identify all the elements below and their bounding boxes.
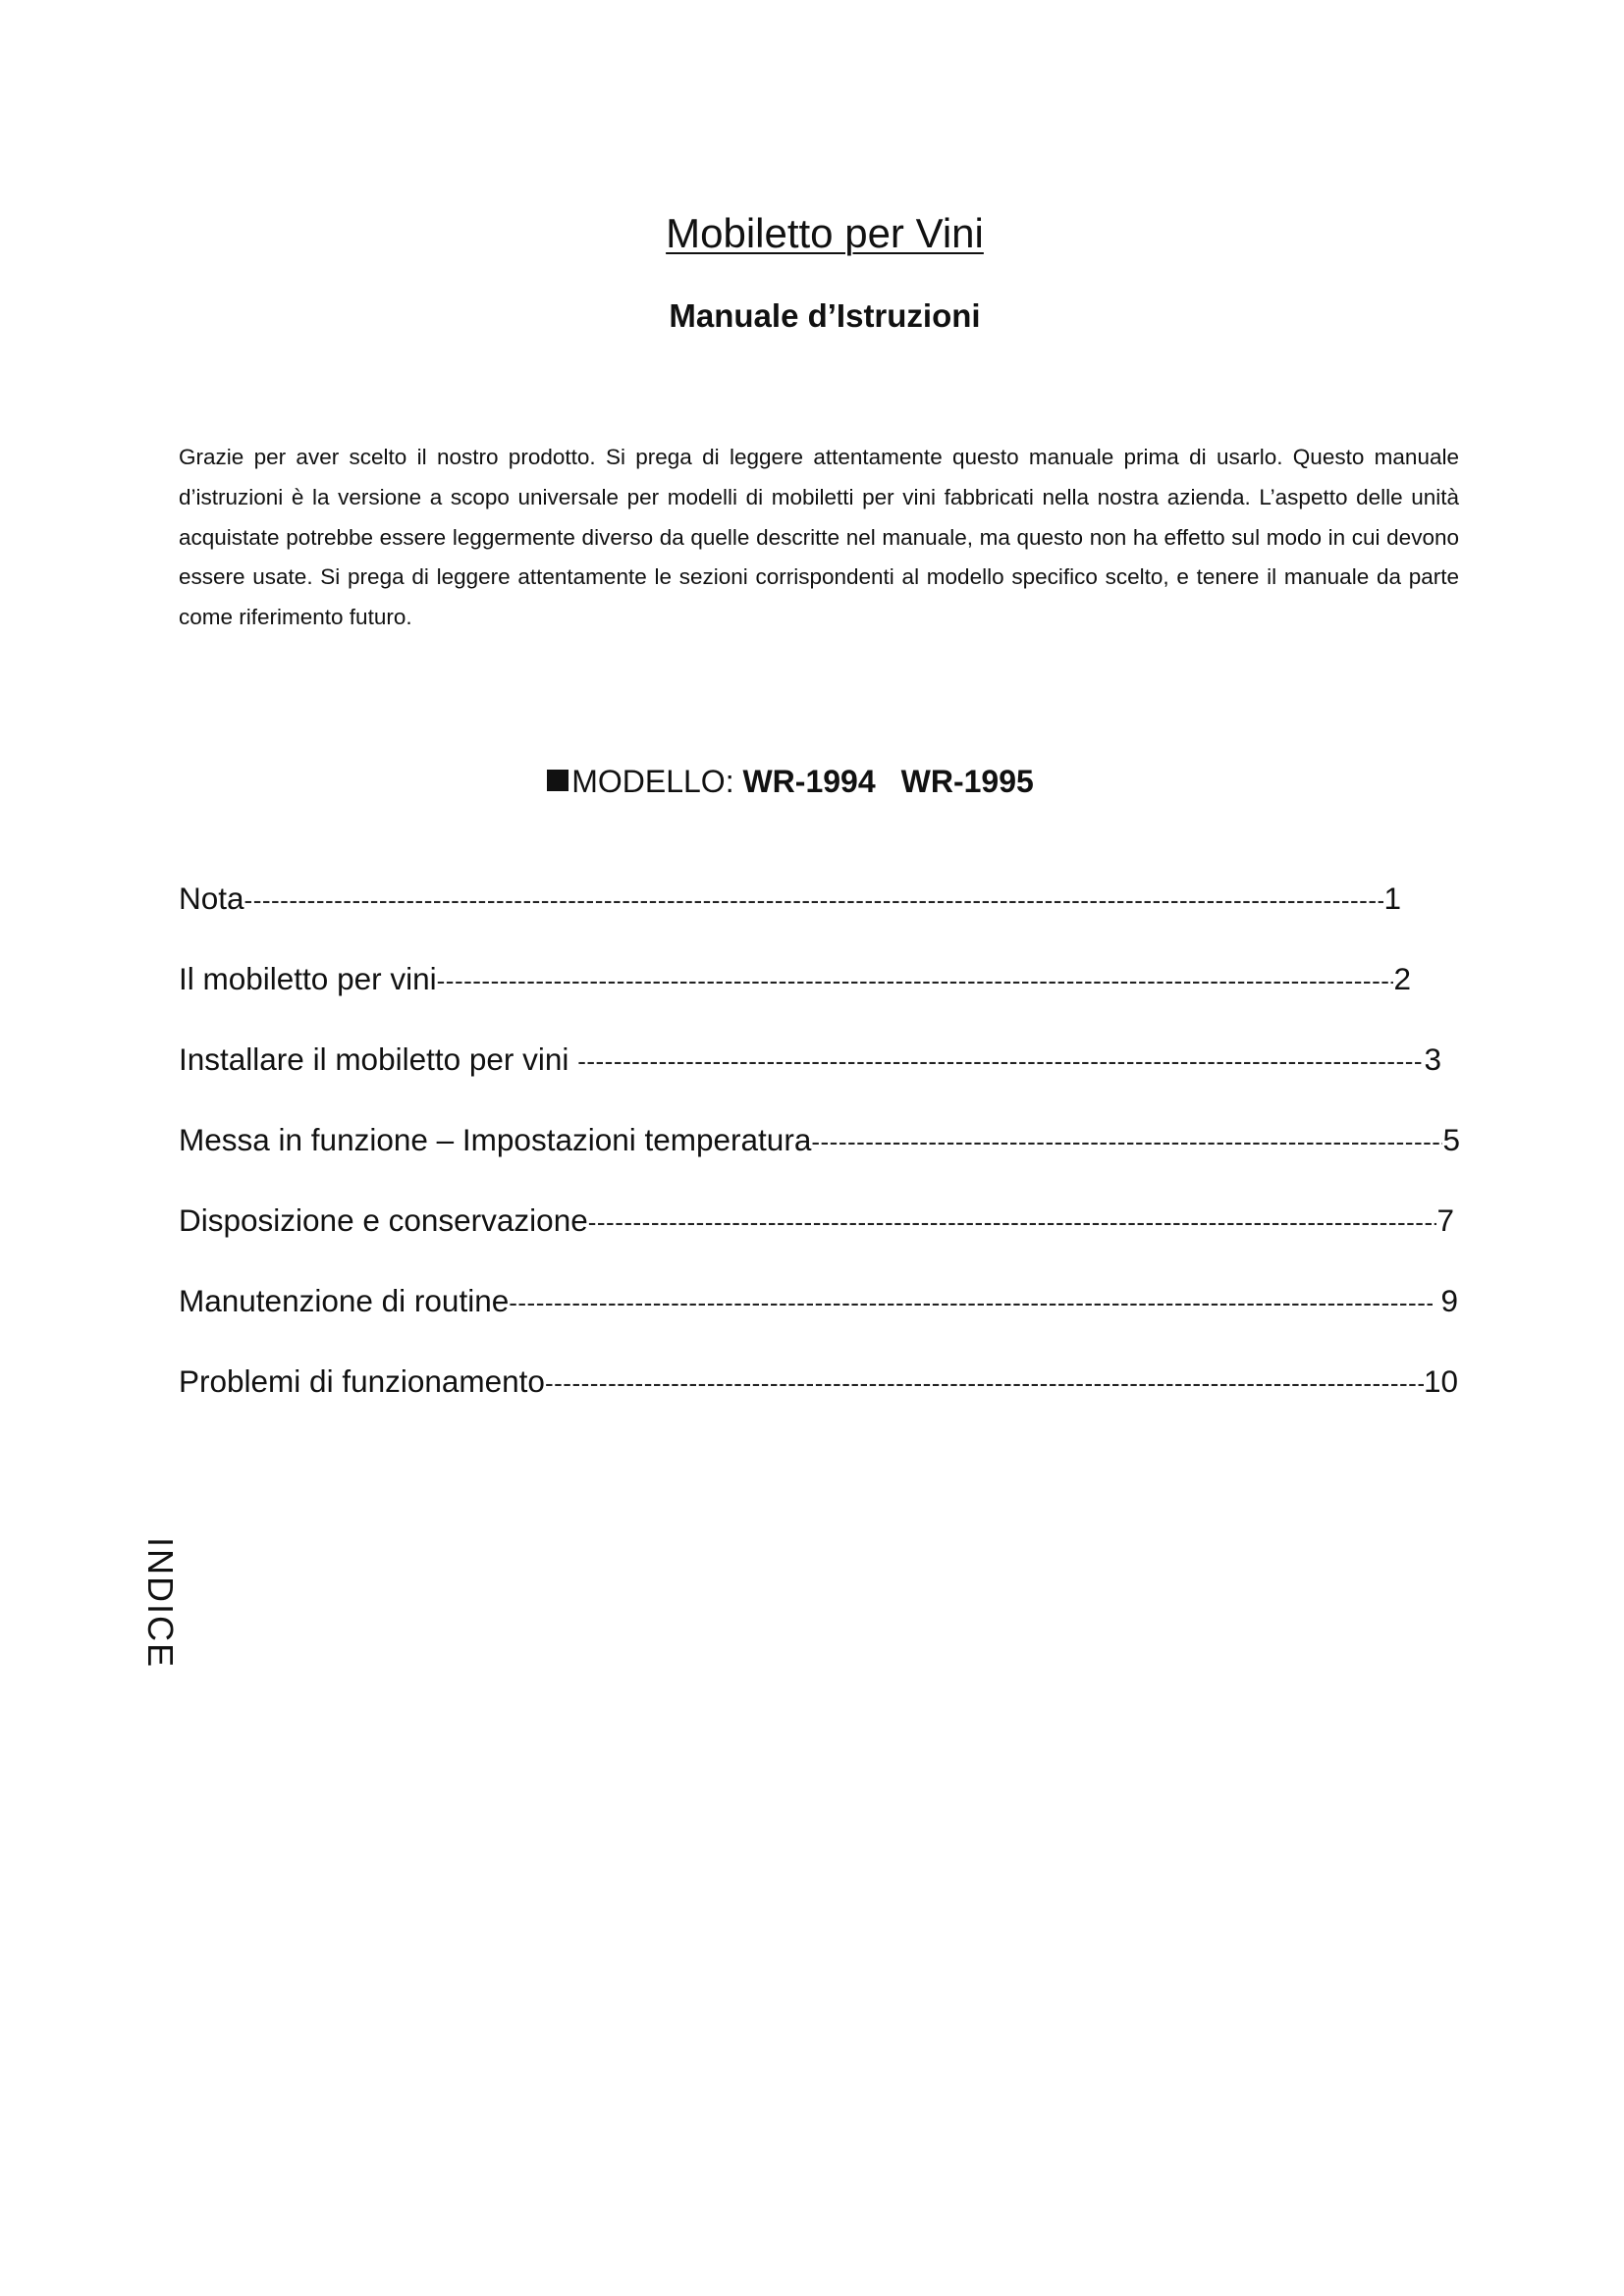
toc-entry-label: Manutenzione di routine (179, 1283, 510, 1318)
toc-dot-leader (244, 885, 1384, 916)
toc-entry-page: 5 (1442, 1122, 1460, 1157)
table-of-contents (179, 881, 1475, 1444)
toc-entry-label: Installare il mobiletto per vini (179, 1041, 578, 1077)
toc-entry (179, 1363, 1458, 1444)
toc-entry-page: 1 (1383, 881, 1401, 916)
toc-entry-page: 2 (1393, 961, 1411, 996)
toc-entry-label: Nota (179, 881, 244, 916)
document-subtitle: Manuale d’Istruzioni (669, 297, 981, 334)
toc-dot-leader (577, 1046, 1424, 1077)
toc-entry-page: 7 (1436, 1202, 1454, 1238)
toc-entry-label: Il mobiletto per vini (179, 961, 437, 996)
toc-entry-label: Problemi di funzionamento (179, 1363, 545, 1399)
toc-entry-label: Messa in funzione – Impostazioni temperatura (179, 1122, 812, 1157)
toc-dot-leader (811, 1127, 1442, 1157)
black-square-icon (547, 770, 568, 791)
toc-entry (179, 1041, 1441, 1122)
toc-dot-leader (588, 1207, 1437, 1238)
toc-entry-page: 3 (1424, 1041, 1441, 1077)
toc-entry (179, 881, 1401, 961)
toc-entry-page: 10 (1423, 1363, 1458, 1399)
intro-paragraph: Grazie per aver scelto il nostro prodotto. Si prega di leggere attentamente questo manuale prima di usarlo. Questo manuale d’istruzioni è la versione a scopo universale per modelli di mobiletti per vini fabbricati nella nostra azienda. L’aspetto delle unità acquistate potrebbe essere leggermente diverso da quelle descritte nel manuale, ma questo non ha effetto sul modo in cui devono essere usate. Si prega di leggere attentamente le sezioni corrispondenti al modello specifico scelto, e tenere il manuale da parte come riferimento futuro. (179, 445, 1459, 630)
toc-dot-leader (545, 1368, 1424, 1399)
model-number: WR-1994 (742, 764, 876, 799)
document-title: Mobiletto per Vini (666, 210, 984, 256)
toc-dot-leader (509, 1288, 1432, 1318)
toc-entry (179, 1122, 1460, 1202)
toc-entry (179, 1202, 1454, 1283)
toc-entry (179, 1283, 1458, 1363)
toc-dot-leader (437, 966, 1394, 996)
toc-entry-page: 9 (1432, 1283, 1458, 1318)
side-section-label: INDICE (140, 1537, 181, 1670)
toc-entry (179, 961, 1411, 1041)
toc-entry-label: Disposizione e conservazione (179, 1202, 588, 1238)
model-number: WR-1995 (900, 764, 1034, 799)
model-line (0, 764, 1581, 800)
model-label: MODELLO: (571, 764, 743, 799)
